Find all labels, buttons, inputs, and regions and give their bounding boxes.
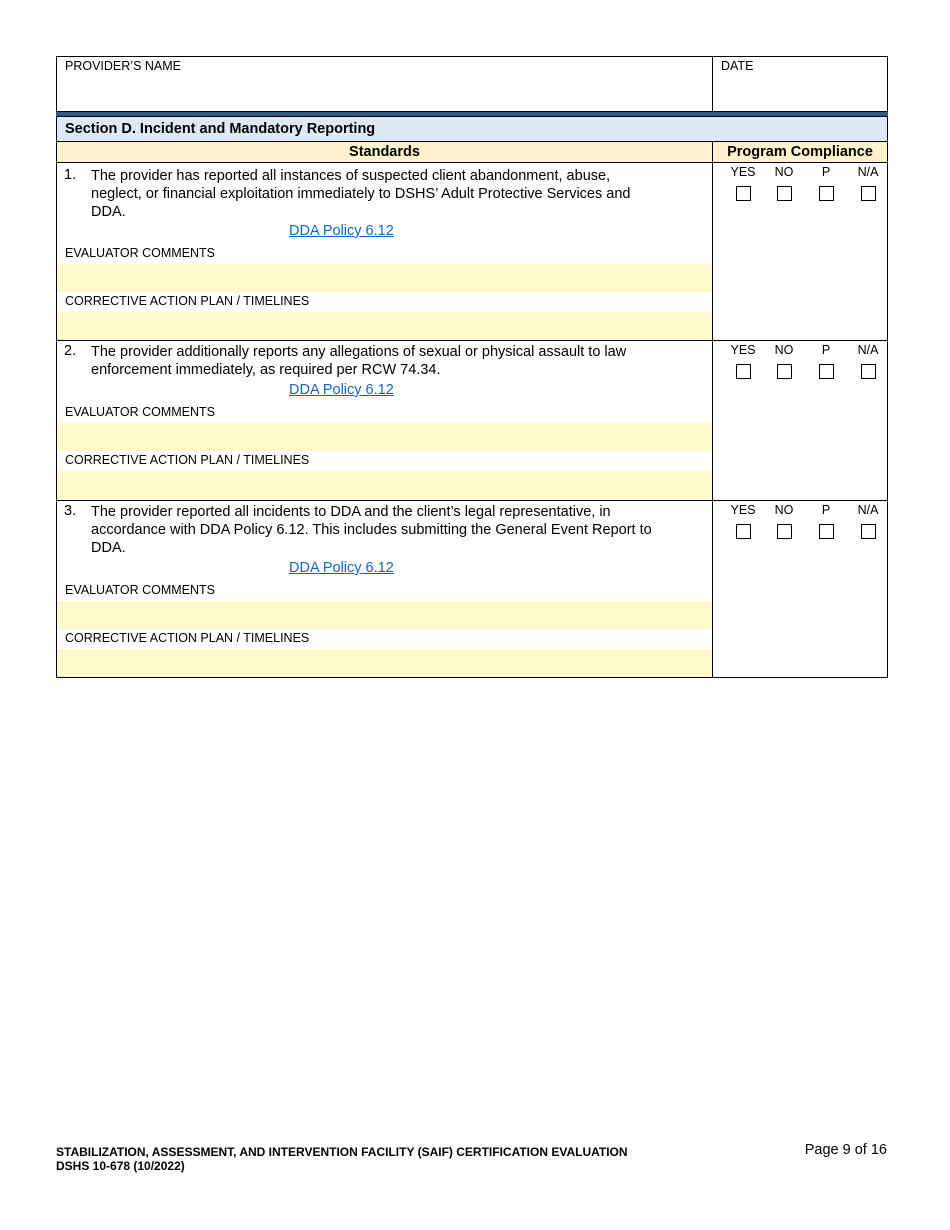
option-no-label: NO: [774, 503, 794, 517]
evaluator-comments-label: EVALUATOR COMMENTS: [65, 246, 216, 260]
column-header: [56, 141, 888, 163]
option-na-label: N/A: [857, 343, 879, 357]
corrective-action-field[interactable]: [57, 649, 712, 677]
option-p-label: P: [821, 343, 831, 357]
no-checkbox[interactable]: [777, 186, 792, 201]
item-number: 1.: [64, 167, 77, 183]
item-text-line: enforcement immediately, as required per RCW 74.34.: [91, 362, 441, 378]
item-number: 2.: [64, 343, 77, 359]
compliance-header: Program Compliance: [727, 144, 873, 160]
option-yes-label: YES: [730, 165, 756, 179]
provider-header: [56, 56, 888, 112]
section-title: Section D. Incident and Mandatory Reporting: [65, 121, 376, 137]
corrective-action-label: CORRECTIVE ACTION PLAN / TIMELINES: [65, 631, 310, 645]
item-text-line: accordance with DDA Policy 6.12. This includes submitting the General Event Report to: [91, 522, 652, 538]
policy-link[interactable]: DDA Policy 6.12: [289, 382, 394, 398]
corrective-action-field[interactable]: [57, 471, 712, 499]
evaluator-comments-field[interactable]: [57, 601, 712, 629]
option-yes-label: YES: [730, 503, 756, 517]
option-p-label: P: [821, 503, 831, 517]
no-checkbox[interactable]: [777, 524, 792, 539]
compliance-options: [713, 163, 887, 340]
na-checkbox[interactable]: [861, 186, 876, 201]
compliance-options: [713, 501, 887, 677]
p-checkbox[interactable]: [819, 186, 834, 201]
option-p-label: P: [821, 165, 831, 179]
item-text-line: DDA.: [91, 540, 126, 556]
option-no-label: NO: [774, 343, 794, 357]
corrective-action-label: CORRECTIVE ACTION PLAN / TIMELINES: [65, 294, 310, 308]
no-checkbox[interactable]: [777, 364, 792, 379]
option-no-label: NO: [774, 165, 794, 179]
date-field[interactable]: [713, 57, 887, 111]
provider-name-label: PROVIDER’S NAME: [65, 59, 181, 73]
item-text-line: DDA.: [91, 204, 126, 220]
na-checkbox[interactable]: [861, 364, 876, 379]
item-number: 3.: [64, 503, 77, 519]
option-yes-label: YES: [730, 343, 756, 357]
p-checkbox[interactable]: [819, 364, 834, 379]
evaluator-comments-field[interactable]: [57, 423, 712, 451]
item-text-line: neglect, or financial exploitation immediately to DSHS’ Adult Protective Services and: [91, 186, 631, 202]
compliance-options: [713, 341, 887, 500]
yes-checkbox[interactable]: [736, 186, 751, 201]
section-header: [56, 116, 888, 141]
policy-link[interactable]: DDA Policy 6.12: [289, 223, 394, 239]
corrective-action-field[interactable]: [57, 312, 712, 340]
item-text-line: The provider has reported all instances of suspected client abandonment, abuse,: [91, 168, 611, 184]
date-label: DATE: [721, 59, 754, 73]
corrective-action-label: CORRECTIVE ACTION PLAN / TIMELINES: [65, 453, 310, 467]
yes-checkbox[interactable]: [736, 524, 751, 539]
evaluator-comments-label: EVALUATOR COMMENTS: [65, 405, 216, 419]
standard-row-3: [56, 501, 888, 678]
evaluator-comments-label: EVALUATOR COMMENTS: [65, 583, 216, 597]
standard-row-1: [56, 163, 888, 341]
option-na-label: N/A: [857, 503, 879, 517]
option-na-label: N/A: [857, 165, 879, 179]
provider-name-field[interactable]: [57, 57, 713, 111]
na-checkbox[interactable]: [861, 524, 876, 539]
p-checkbox[interactable]: [819, 524, 834, 539]
item-text-line: The provider reported all incidents to DDA and the client’s legal representative, in: [91, 504, 611, 520]
policy-link[interactable]: DDA Policy 6.12: [289, 560, 394, 576]
item-text-line: The provider additionally reports any allegations of sexual or physical assault to law: [91, 344, 627, 360]
page-number: Page 9 of 16: [804, 1142, 887, 1158]
yes-checkbox[interactable]: [736, 364, 751, 379]
standards-header: Standards: [57, 142, 713, 162]
standard-row-2: [56, 341, 888, 501]
footer-form-title: STABILIZATION, ASSESSMENT, AND INTERVENTION FACILITY (SAIF) CERTIFICATION EVALUATION: [56, 1145, 628, 1159]
evaluator-comments-field[interactable]: [57, 264, 712, 292]
footer-form-number: DSHS 10-678 (10/2022): [56, 1159, 185, 1173]
